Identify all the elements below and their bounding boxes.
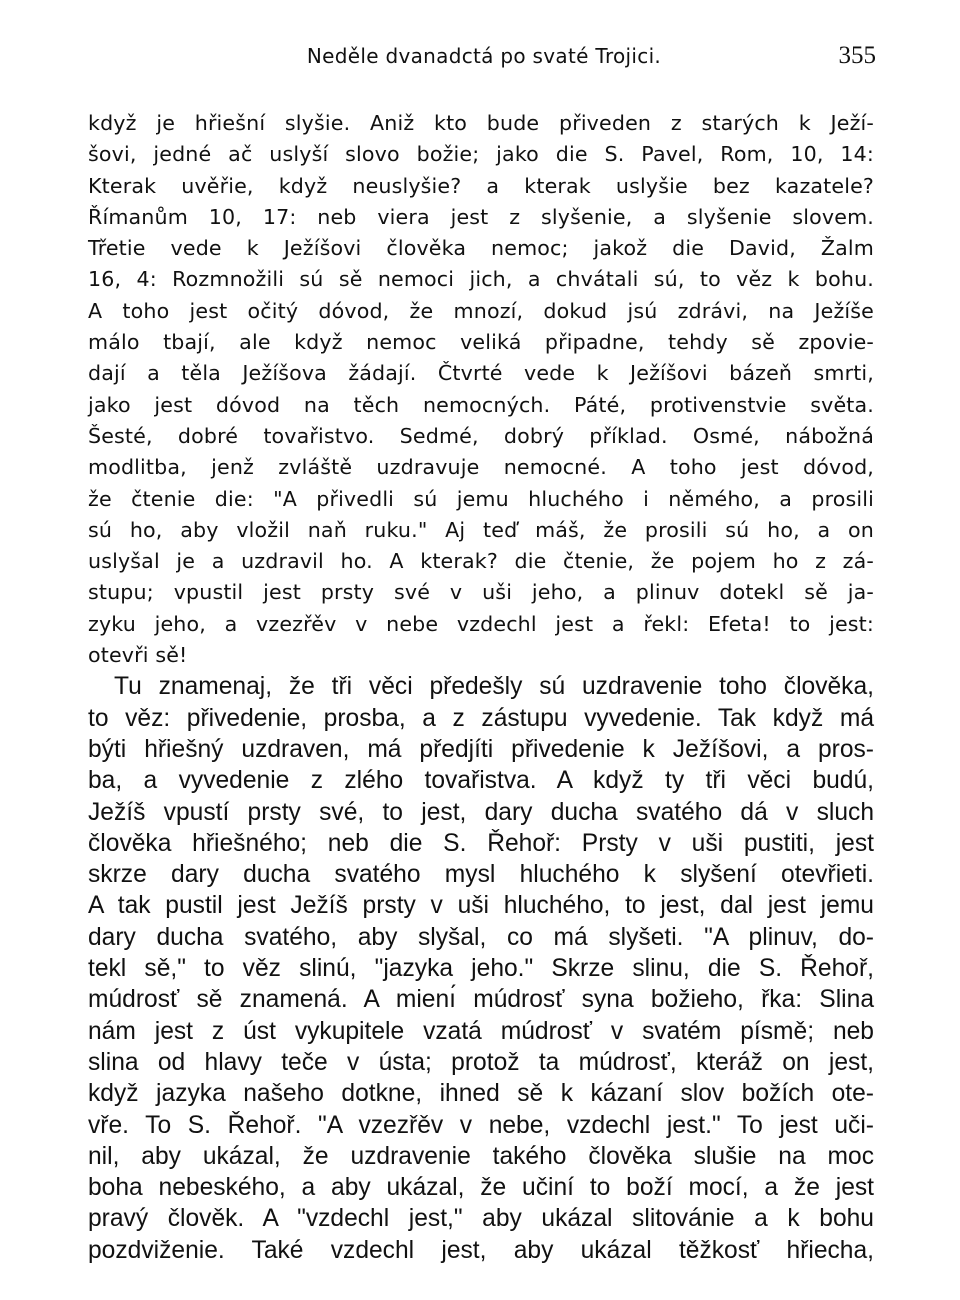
- text-line: člověka hřiešného; neb die S. Řehoř: Prsty v uši pustiti, jest: [88, 829, 874, 857]
- text-line: Kterak uvěřie, když neuslyšie? a kterak uslyšie bez kazatele?: [88, 173, 874, 198]
- text-line: šovi, jedné ač uslyší slovo božie; jako die S. Pavel, Rom, 10, 14:: [88, 142, 874, 167]
- text-line: dary ducha svatého, aby slyšal, co má slyšeti. "A plinuv, do-: [88, 923, 874, 951]
- text-line: múdrosť sě znamená. A mienı́ múdrosť syna božieho, řka: Slina: [88, 986, 874, 1014]
- page-number: 355: [838, 42, 876, 69]
- text-line: že čtenie die: "A přivedli sú jemu hluchého i němého, a prosili: [88, 486, 874, 511]
- text-line: když je hřiešní slyšie. Aniž kto bude přiveden z starých k Ježí-: [88, 111, 874, 135]
- text-line: zyku jeho, a vzezřěv v nebe vzdechl jest a řekl: Efeta! to jest:: [88, 611, 874, 636]
- text-line: dají a těla Ježíšova žádají. Čtvrté vede k Ježíšovi bázeň smrti,: [88, 361, 874, 386]
- text-line: otevři sě!: [88, 643, 188, 668]
- text-line: jako jest dóvod na těch nemocných. Páté, protivenstvie světa.: [88, 392, 874, 417]
- text-line: pozdviženie. Také vzdechl jest, aby ukázal těžkosť hřiecha,: [88, 1236, 874, 1264]
- text-line: Tu znamenaj, že tři věci předešly sú uzdravenie toho člověka,: [114, 673, 874, 701]
- text-line: modlitba, jenž zvláště uzdravuje nemocné. A toho jest dóvod,: [88, 455, 874, 480]
- text-line: když jazyka našeho dotkne, ihned sě k kázaní slov božích ote-: [88, 1080, 874, 1108]
- text-line: stupu; vpustil jest prsty své v uši jeho, a plinuv dotekl sě ja-: [88, 580, 874, 605]
- page-header: [88, 40, 880, 80]
- text-line: 16, 4: Rozmnožili sú sě nemoci jich, a chvátali sú, to věz k bohu.: [88, 267, 874, 292]
- text-line: uslyšal je a uzdravil ho. A kterak? die čtenie, že pojem ho z zá-: [88, 549, 874, 574]
- running-head: Neděle dvanadctá po svaté Trojici.: [306, 44, 662, 68]
- paragraph-1: [88, 108, 874, 671]
- text-line: málo tbají, ale když nemoc veliká připadne, tehdy sě zpovie-: [88, 330, 874, 355]
- text-line: Ježíš vpustí prsty své, to jest, dary ducha svatého dá v sluch: [88, 798, 874, 826]
- text-line: skrze dary ducha svatého mysl hluchého k slyšení otevřieti.: [88, 861, 874, 889]
- text-line: Římanům 10, 17: neb viera jest z slyšenie, a slyšenie slovem.: [88, 204, 874, 229]
- text-line: slina od hlavy teče v ústa; protož ta múdrosť, kteráž on jest,: [88, 1048, 874, 1076]
- text-line: to věz: přivedenie, prosba, a z zástupu vyvedenie. Tak když má: [88, 704, 874, 732]
- text-line: Třetie vede k Ježíšovi člověka nemoc; jakož die David, Žalm: [88, 236, 874, 261]
- text-line: nám jest z úst vykupitele vzatá múdrosť v svatém písmě; neb: [88, 1017, 874, 1045]
- text-line: býti hřiešný uzdraven, má předjíti přivedenie k Ježíšovi, a pros-: [88, 735, 874, 763]
- text-line: tekl sě," to věz slinú, "jazyka jeho." Skrze slinu, die S. Řehoř,: [88, 955, 874, 983]
- text-line: Šesté, dobré tovařistvo. Sedmé, dobrý příklad. Osmé, nábožná: [88, 423, 874, 448]
- text-line: ba, a vyvedenie z zlého tovařistva. A když ty tři věci budú,: [88, 767, 874, 795]
- body-text: [88, 108, 874, 1266]
- text-line: boha nebeského, a aby ukázal, že učiní to boží mocí, a že jest: [88, 1174, 874, 1202]
- text-line: sú ho, aby vložil naň ruku." Aj teď máš, že prosili sú ho, a on: [88, 517, 874, 542]
- text-line: nil, aby ukázal, že uzdravenie takého člověka slušie na moc: [88, 1142, 874, 1170]
- text-line: pravý člověk. A "vzdechl jest," aby ukázal slitovánie a k bohu: [88, 1205, 874, 1233]
- text-line: vře. To S. Řehoř. "A vzezřěv v nebe, vzdechl jest." To jest uči-: [88, 1111, 874, 1139]
- paragraph-2: [88, 671, 874, 1266]
- text-line: A tak pustil jest Ježíš prsty v uši hluchého, to jest, dal jest jemu: [88, 892, 874, 920]
- text-line: A toho jest očitý dóvod, že mnozí, dokud jsú zdrávi, na Ježíše: [88, 298, 874, 323]
